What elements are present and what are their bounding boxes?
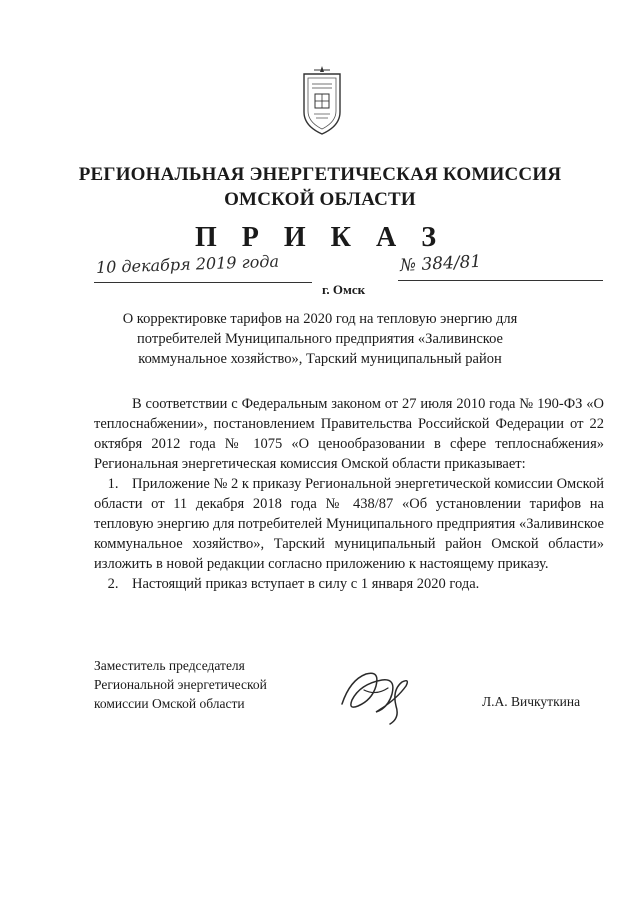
list-item-number: 1. — [107, 476, 119, 492]
list-item-text: Приложение № 2 к приказу Региональной энергетической комиссии Омской области от 11 декабря 2018 года № 438/87 «Об установлении тарифов на тепловую энергию для потребителей Муниципального предприятия «Заливинское коммунальное хозяйство», Тарский муниципальный район Омской области» изложить в новой редакции согласно приложению к настоящему приказу. — [94, 476, 604, 572]
list-item-text: Настоящий приказ вступает в силу с 1 января 2020 года. — [132, 576, 480, 592]
number-underline — [398, 280, 603, 281]
list-item-number: 2. — [107, 576, 119, 592]
order-subject: О корректировке тарифов на 2020 год на тепловую энергию для потребителей Муниципального предприятия «Заливинское коммунальное хозяйство», Тарский муниципальный район — [122, 311, 518, 367]
signer-position-line2: Региональной энергетической — [94, 677, 267, 692]
signer-position-line3: комиссии Омской области — [94, 696, 245, 711]
omsk-region-coat-of-arms-icon — [300, 64, 344, 136]
signer-position — [94, 656, 267, 713]
date-underline — [94, 282, 312, 283]
order-body — [94, 394, 604, 594]
handwritten-date: 10 декабря 2019 года — [95, 251, 280, 277]
body-intro: В соответствии с Федеральным законом от 27 июля 2010 года № 190-ФЗ «О теплоснабжении», постановлением Правительства Российской Федерации от 22 октября 2012 года № 1075 «О ценообразовании в сфере теплоснабжения» Региональная энергетическая комиссия Омской области приказывает: — [94, 396, 604, 472]
organization-name-line1: РЕГИОНАЛЬНАЯ ЭНЕРГЕТИЧЕСКАЯ КОМИССИЯ — [78, 164, 562, 185]
list-item — [94, 574, 604, 594]
organization-name-line2: ОМСКОЙ ОБЛАСТИ — [224, 189, 416, 210]
city-label: г. Омск — [322, 282, 366, 297]
list-item — [94, 474, 604, 574]
handwritten-order-number: № 384/81 — [399, 251, 482, 276]
signer-name: Л.А. Вичкуткина — [482, 694, 581, 709]
signer-position-line1: Заместитель председателя — [94, 658, 245, 673]
handwritten-signature — [336, 660, 420, 730]
document-type-title: П Р И К А З — [195, 222, 445, 253]
